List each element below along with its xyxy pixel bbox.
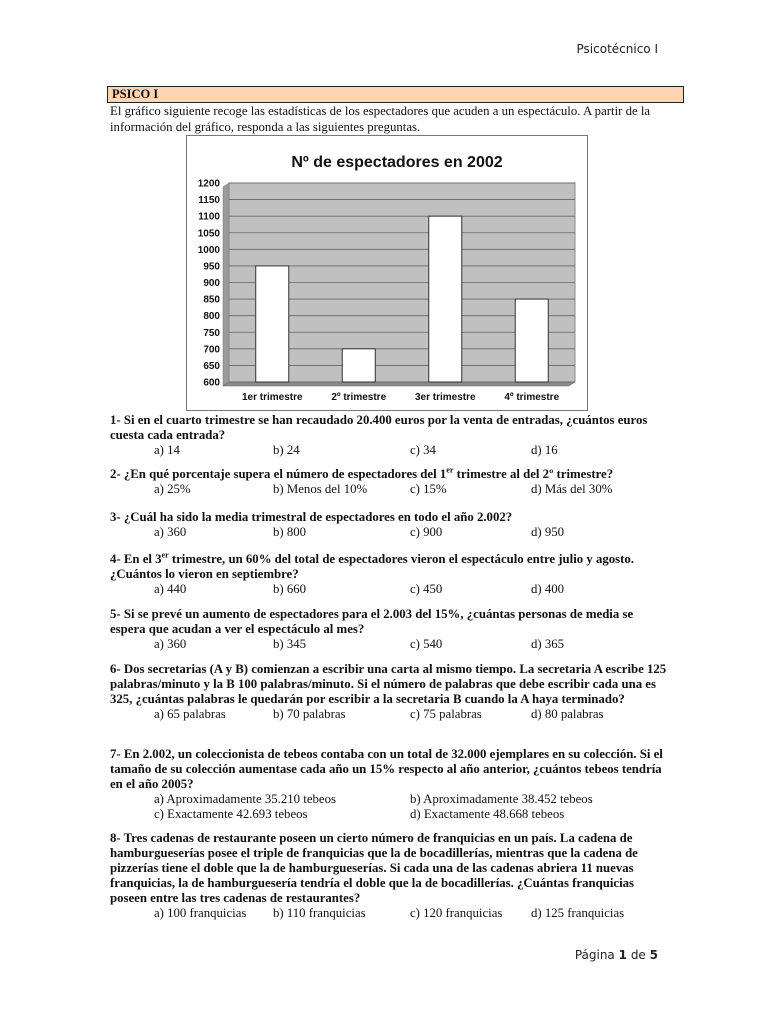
question-4-option-c: c) 450	[410, 582, 443, 596]
chart-x-tick-label: 4º trimestre	[504, 392, 560, 403]
question-4-stem-post: trimestre, un 60% del total de espectadores vieron el espectáculo entre julio y agosto. ¿Cuántos lo vieron en septiembre?	[110, 552, 635, 581]
question-2-stem-pre: 2- ¿En qué porcentaje supera el número de espectadores del 1	[110, 467, 447, 481]
chart-x-tick-label: 2º trimestre	[331, 392, 387, 403]
question-4-option-b: b) 660	[273, 582, 307, 596]
chart-bar	[515, 299, 548, 382]
question-7	[110, 747, 670, 822]
question-8	[110, 831, 670, 921]
question-3	[110, 510, 670, 540]
question-6-option-a: a) 65 palabras	[154, 707, 226, 721]
question-8-stem: 8- Tres cadenas de restaurante poseen un cierto número de franquicias en un país. La cadena de hamburgueserías posee el triple de franquicias que la de bocadillerías, mientras que la cadena de pizzerías tiene el doble que la de hamburgueserías. Si cada una de las cadenas abriera 11 nuevas franquicias, la de hamburguesería tendría el doble que la de bocadillerías. ¿Cuántas franquicias poseen entre las tres cadenas de restaurantes?	[110, 831, 638, 905]
question-1-option-b: b) 24	[273, 443, 300, 457]
question-8-option-b: b) 110 franquicias	[273, 906, 366, 920]
question-5-option-b: b) 345	[273, 637, 307, 651]
question-2-stem	[110, 467, 670, 482]
chart-y-tick-label: 1000	[197, 244, 220, 256]
chart-x-tick-label: 1er trimestre	[241, 392, 303, 403]
question-7-stem: 7- En 2.002, un coleccionista de tebeos contaba con un total de 32.000 ejemplares en su colección. Si el tamaño de su colección aumentase cada año un 15% respecto al año anterior, ¿cuántos tebeos tendría en el año 2005?	[110, 747, 663, 791]
question-8-option-d: d) 125 franquicias	[531, 906, 625, 920]
chart-side-wall	[223, 183, 229, 386]
question-2	[110, 467, 670, 497]
chart-bar	[429, 216, 462, 382]
question-2-option-d: d) Más del 30%	[531, 482, 613, 496]
chart-y-tick-label: 1150	[198, 195, 220, 207]
question-2-stem-sup: er	[446, 465, 454, 475]
question-7-option-a: a) Aproximadamente 35.210 tebeos	[154, 792, 336, 806]
chart-y-tick-label: 1050	[197, 228, 220, 240]
question-3-option-c: c) 900	[410, 525, 443, 539]
question-6-option-c: c) 75 palabras	[410, 707, 482, 721]
question-4-stem-sup: er	[161, 550, 169, 560]
question-6-stem: 6- Dos secretarias (A y B) comienzan a escribir una carta al mismo tiempo. La secretaria A escribe 125 palabras/minuto y la B 100 palabras/minuto. Si el número de palabras que debe escribir cada una es 325, ¿cuántas palabras le quedarán por escribir a la secretaria B cuando la A haya terminado?	[110, 662, 667, 706]
chart-y-tick-label: 1100	[198, 211, 220, 223]
chart-y-tick-label: 950	[203, 261, 220, 273]
section-label: PSICO I	[107, 86, 684, 103]
question-4-option-a: a) 440	[154, 582, 187, 596]
question-6	[110, 662, 670, 722]
question-5-stem: 5- Si se prevé un aumento de espectadores para el 2.003 del 15%, ¿cuántas personas de media se espera que acudan a ver el espectáculo al mes?	[110, 607, 634, 636]
question-4-option-d: d) 400	[531, 582, 565, 596]
chart-y-tick-label: 600	[203, 377, 220, 389]
chart-y-tick-label: 1200	[197, 178, 220, 190]
question-6-option-b: b) 70 palabras	[273, 707, 346, 721]
question-1-option-d: d) 16	[531, 443, 558, 457]
footer-page-word: Página	[574, 948, 615, 962]
question-1-option-a: a) 14	[154, 443, 180, 457]
question-5	[110, 607, 670, 652]
question-5-option-c: c) 540	[410, 637, 443, 651]
chart-y-tick-label: 800	[203, 311, 220, 323]
page-footer	[575, 948, 658, 962]
chart-x-tick-label: 3er trimestre	[414, 392, 476, 403]
question-4-stem	[110, 552, 670, 582]
footer-page-total: 5	[649, 948, 658, 962]
intro-paragraph: El gráfico siguiente recoge las estadísticas de los espectadores que acuden a un espectáculo. A partir de la información del gráfico, responda a las siguientes preguntas.	[110, 104, 651, 134]
question-6-option-d: d) 80 palabras	[531, 707, 604, 721]
question-7-option-b: b) Aproximadamente 38.452 tebeos	[410, 792, 593, 806]
question-7-option-d: d) Exactamente 48.668 tebeos	[410, 807, 565, 821]
chart-title: Nº de espectadores en 2002	[291, 154, 503, 171]
question-1	[110, 413, 670, 458]
chart-y-tick-label: 750	[203, 327, 220, 339]
chart-y-tick-label: 650	[203, 360, 220, 372]
chart-svg	[187, 136, 587, 410]
question-4-stem-pre: 4- En el 3	[110, 552, 162, 566]
question-1-stem: 1- Si en el cuarto trimestre se han recaudado 20.400 euros por la venta de entradas, ¿cuántos euros cuesta cada entrada?	[110, 413, 648, 442]
question-7-option-c: c) Exactamente 42.693 tebeos	[154, 807, 308, 821]
chart-floor	[223, 382, 575, 386]
question-3-option-a: a) 360	[154, 525, 187, 539]
chart-bar	[342, 349, 375, 382]
question-1-option-c: c) 34	[410, 443, 436, 457]
footer-page-number: 1	[618, 948, 627, 962]
question-2-option-b: b) Menos del 10%	[273, 482, 368, 496]
question-2-option-a: a) 25%	[154, 482, 191, 496]
question-2-option-c: c) 15%	[410, 482, 447, 496]
question-4	[110, 552, 670, 597]
chart-y-tick-label: 700	[203, 344, 220, 356]
chart-y-tick-label: 850	[203, 294, 220, 306]
question-3-option-d: d) 950	[531, 525, 565, 539]
question-2-stem-post: trimestre al del 2º trimestre?	[453, 467, 614, 481]
question-5-option-a: a) 360	[154, 637, 187, 651]
question-8-option-c: c) 120 franquicias	[410, 906, 503, 920]
chart-y-tick-label: 900	[203, 278, 220, 289]
footer-of-word: de	[630, 948, 646, 962]
question-5-option-d: d) 365	[531, 637, 565, 651]
question-8-option-a: a) 100 franquicias	[154, 906, 247, 920]
question-3-stem: 3- ¿Cuál ha sido la media trimestral de espectadores en todo el año 2.002?	[110, 510, 513, 524]
header-title: Psicotécnico I	[576, 42, 658, 56]
bar-chart	[186, 135, 588, 411]
chart-bar	[256, 266, 289, 382]
question-3-option-b: b) 800	[273, 525, 307, 539]
